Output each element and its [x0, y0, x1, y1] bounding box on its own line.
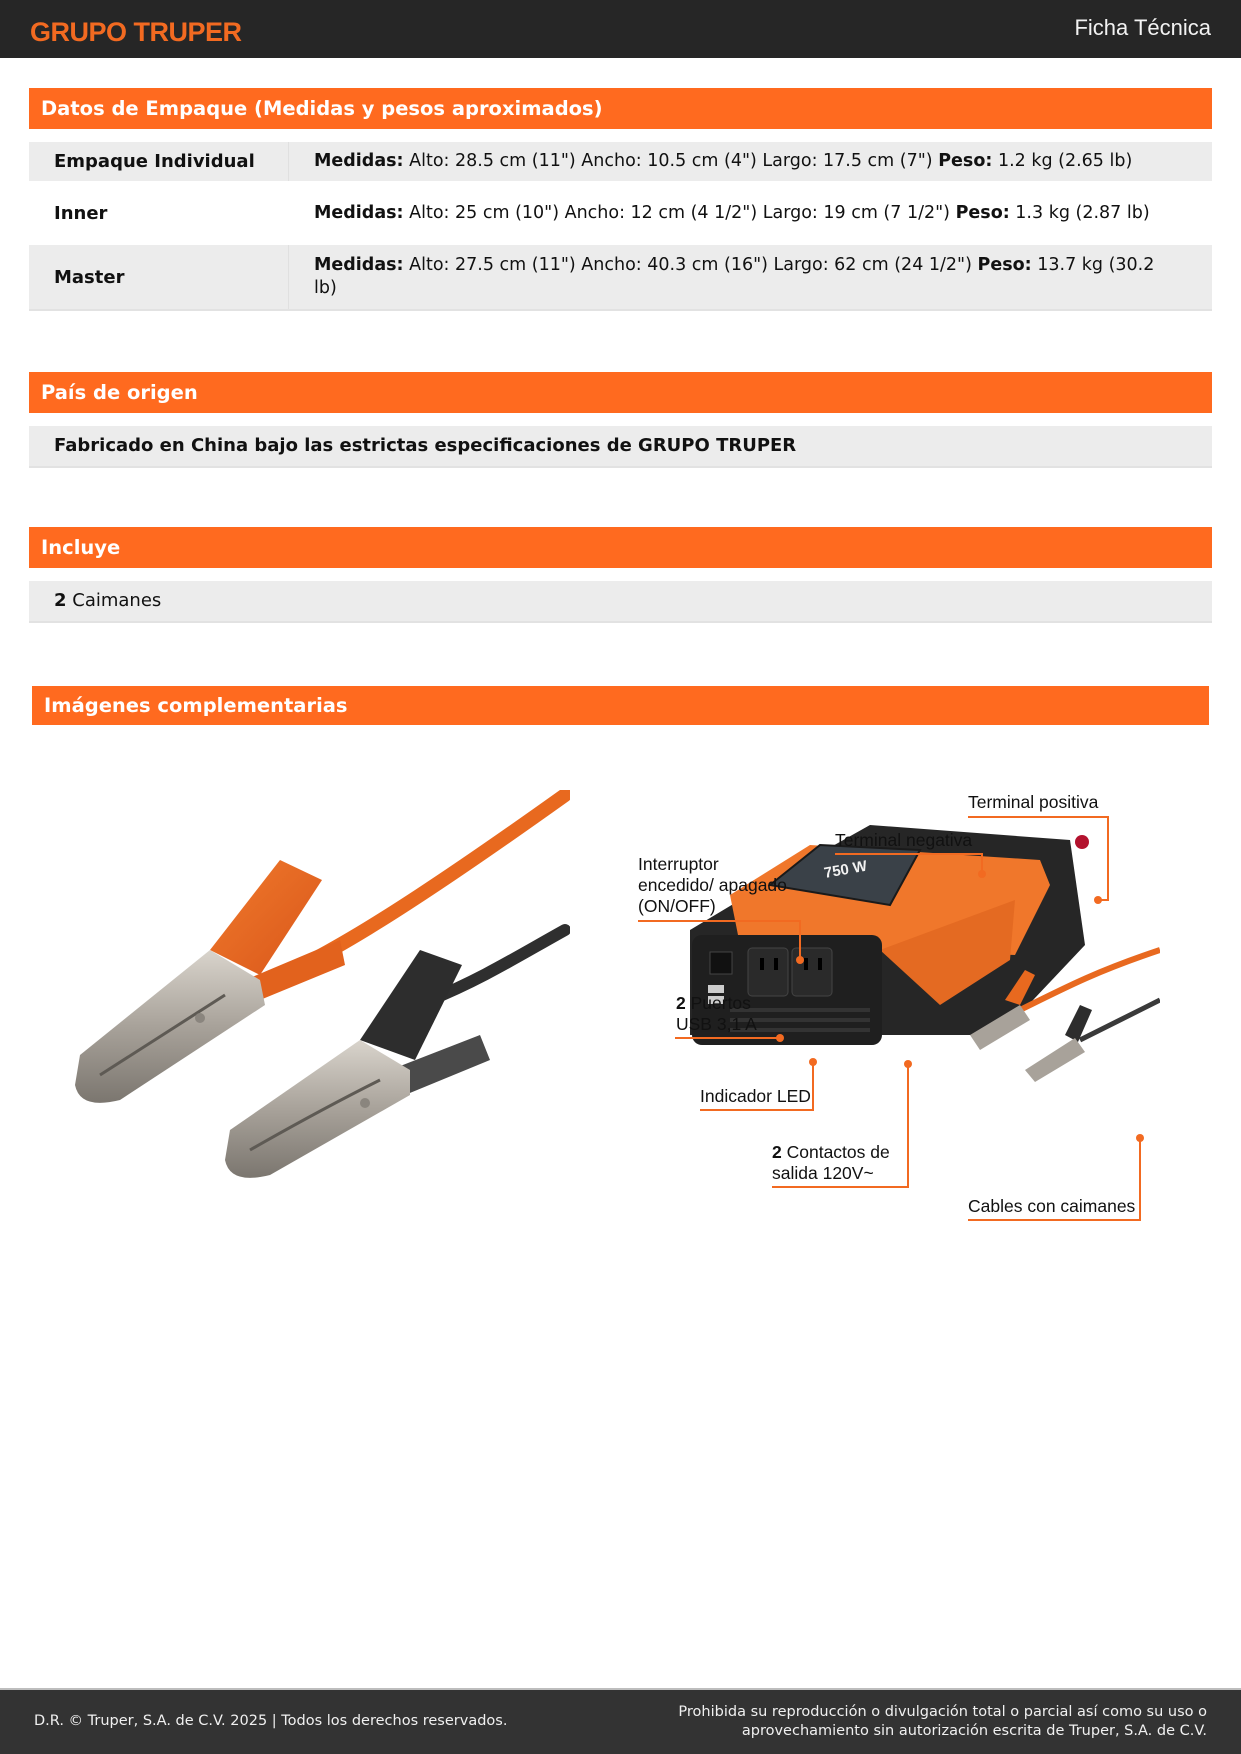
callout-line: USB 3,1 A — [676, 1014, 757, 1034]
measures-value: Alto: 27.5 cm (11") Ancho: 40.3 cm (16") Largo: 62 cm (24 1/2") — [409, 255, 972, 275]
row-value — [289, 202, 1212, 225]
measures-value: Alto: 25 cm (10") Ancho: 12 cm (4 1/2") Largo: 19 cm (7 1/2") — [409, 202, 950, 223]
callout-indicador-led: Indicador LED — [700, 1086, 811, 1106]
callout-interruptor — [638, 854, 787, 917]
callout-contactos — [772, 1142, 890, 1184]
origin-text: Fabricado en China bajo las estrictas especificaciones de GRUPO TRUPER — [29, 426, 1212, 468]
table-row — [29, 245, 1212, 309]
section-title: Incluye — [41, 536, 121, 559]
table-row — [29, 142, 1212, 181]
callout-usb-ports — [676, 993, 757, 1035]
alligator-clip-cables-image — [60, 790, 570, 1210]
section-header-origin: País de origen — [29, 372, 1212, 413]
weight-label: Peso: — [977, 255, 1032, 275]
measures-label: Medidas: — [314, 151, 404, 171]
measures-label: Medidas: — [314, 255, 404, 275]
callout-line: Interruptor — [638, 854, 719, 874]
callout-line: Puertos — [690, 993, 751, 1013]
display-wattage: 750 W — [822, 857, 869, 882]
section-header-images: Imágenes complementarias — [32, 686, 1209, 725]
weight-value: 1.2 kg (2.65 lb) — [997, 151, 1133, 171]
callout-line: (ON/OFF) — [638, 896, 716, 916]
legal-notice — [647, 1703, 1207, 1741]
row-value — [289, 150, 1212, 173]
brand-logo: GRUPO TRUPER — [30, 17, 242, 47]
document-type-title: Ficha Técnica — [1074, 15, 1211, 40]
measures-label: Medidas: — [314, 202, 404, 223]
measures-value: Alto: 28.5 cm (11") Ancho: 10.5 cm (4") Largo: 17.5 cm (7") — [409, 151, 933, 171]
item-quantity: 2 — [54, 590, 67, 611]
weight-label: Peso: — [955, 202, 1010, 223]
callout-line: encedido/ apagado — [638, 875, 787, 895]
row-label: Master — [29, 245, 289, 309]
callout-cables-caimanes: Cables con caimanes — [968, 1196, 1136, 1216]
item-name: Caimanes — [72, 590, 162, 611]
footer — [0, 1688, 1241, 1754]
callout-terminal-positiva: Terminal positiva — [968, 792, 1099, 812]
weight-value: 1.3 kg (2.87 lb) — [1015, 202, 1150, 223]
power-inverter-diagram-image — [620, 780, 1160, 1230]
section-header-packaging: Datos de Empaque (Medidas y pesos aproximados) — [29, 88, 1212, 129]
callout-line: salida 120V~ — [772, 1163, 874, 1183]
legal-notice-line: aprovechamiento sin autorización escrita de Truper, S.A. de C.V. — [741, 1723, 1207, 1739]
table-row — [29, 181, 1212, 245]
row-label: Inner — [54, 202, 108, 224]
row-value — [289, 254, 1212, 300]
weight-value: 13.7 kg (30.2 lb) — [314, 255, 1155, 298]
callout-line: Contactos de — [786, 1142, 890, 1162]
packaging-table — [29, 142, 1212, 311]
weight-label: Peso: — [938, 151, 993, 171]
section-header-includes — [29, 527, 1212, 568]
callout-qty: 2 — [772, 1142, 782, 1162]
callout-terminal-negativa: Terminal negativa — [835, 830, 973, 850]
row-label: Empaque Individual — [29, 142, 289, 181]
includes-item — [29, 581, 1212, 623]
callout-qty: 2 — [676, 993, 686, 1013]
legal-notice-line: Prohibida su reproducción o divulgación total o parcial así como su uso o — [678, 1704, 1207, 1720]
top-bar — [0, 0, 1241, 58]
copyright-text: D.R. © Truper, S.A. de C.V. 2025 | Todos los derechos reservados. — [34, 1713, 508, 1729]
